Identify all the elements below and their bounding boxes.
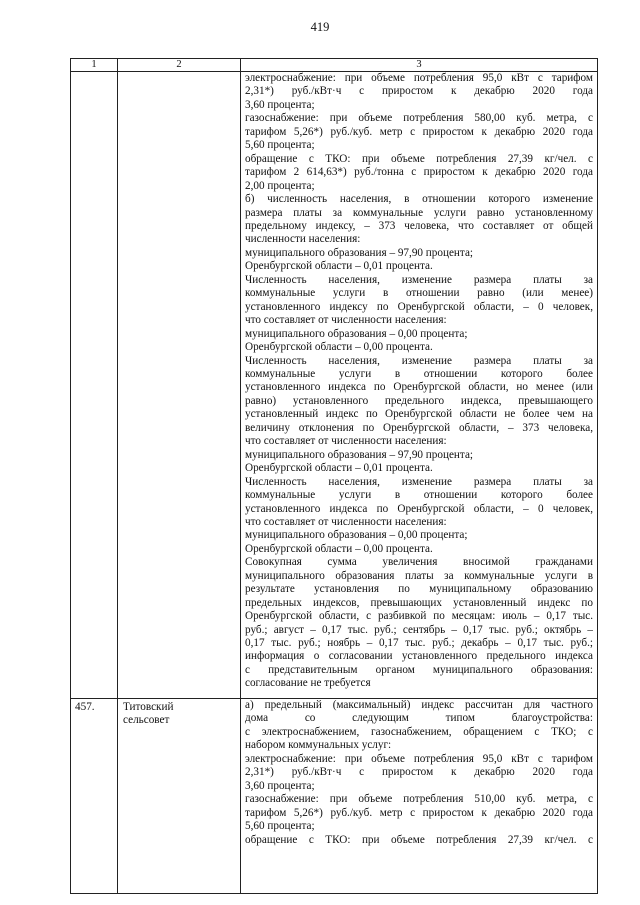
text-line: 2,00 процента;	[245, 179, 315, 192]
text-line: Совокупная сумма увеличения вносимой гражданами	[245, 556, 593, 569]
entry-name	[118, 72, 241, 699]
text-line: величину отклонения по Оренбургской области, – 373 человека,	[245, 421, 593, 434]
text-line: руб.; август – 0,17 тыс. руб.; сентябрь – 0,17 тыс. руб.; октябрь –	[245, 623, 593, 636]
entry-name	[118, 699, 241, 894]
text-line: тарифом 5,26*) руб./куб. метр с приростом к декабрю 2020 года	[245, 806, 593, 819]
entry-number	[71, 72, 118, 699]
text-line: Численность населения, изменение размера платы за	[245, 354, 593, 367]
text-line: установленного индекса по Оренбургской области, – 0 человек,	[245, 502, 593, 515]
text-line: согласование не требуется	[245, 677, 371, 690]
text-line: обращение с ТКО: при объеме потребления 27,39 кг/чел. с	[245, 833, 593, 846]
text-line: тарифом 5,26*) руб./куб. метр с приростом к декабрю 2020 года	[245, 125, 593, 138]
text-line: 2,31*) руб./кВт·ч с приростом к декабрю 2020 года	[245, 766, 593, 779]
document-table	[70, 58, 598, 894]
text-line: с представительным органом муниципального образования:	[245, 663, 593, 676]
text-line: установленного индекса по Оренбургской области, но менее (или	[245, 381, 593, 394]
text-line: электроснабжение: при объеме потребления 95,0 кВт с тарифом	[245, 752, 593, 765]
entry-name-line: Титовский	[123, 701, 174, 713]
text-line: информация о согласовании установленного предельного индекса	[245, 650, 593, 663]
text-line: что составляет от численности населения:	[245, 314, 447, 327]
text-line: обращение с ТКО: при объеме потребления 27,39 кг/чел. с	[245, 152, 593, 165]
text-line: а) предельный (максимальный) индекс рассчитан для частного	[245, 699, 593, 711]
text-line: 5,60 процента;	[245, 820, 315, 833]
table-row	[71, 699, 598, 894]
text-line: размера платы за коммунальные услуги равно установленному	[245, 206, 593, 219]
text-line: 3,60 процента;	[245, 779, 315, 792]
text-line: газоснабжение: при объеме потребления 580,00 куб. метра, с	[245, 112, 593, 125]
text-line: дома со следующим типом благоустройства:	[245, 712, 593, 725]
header-col-1: 1	[71, 59, 118, 72]
text-line: газоснабжение: при объеме потребления 510,00 куб. метра, с	[245, 793, 593, 806]
text-line: предельному индексу, – 373 человека, что составляет от общей	[245, 219, 593, 232]
table-row	[71, 72, 598, 699]
text-line: муниципального образования – 0,00 процента;	[245, 327, 468, 340]
text-line: коммунальные услуги в отношении которого более	[245, 489, 593, 502]
text-line: результате установления по муниципальному образованию	[245, 583, 593, 596]
text-line: Оренбургской области – 0,00 процента.	[245, 341, 433, 354]
page-number: 419	[310, 20, 330, 34]
text-line: Оренбургской области, с разбивкой по месяцам: июль – 0,17 тыс.	[245, 610, 593, 623]
text-line: Численность населения, изменение размера платы за	[245, 273, 593, 286]
text-line: Оренбургской области – 0,00 процента.	[245, 542, 433, 555]
text-line: 0,17 тыс. руб.; ноябрь – 0,17 тыс. руб.; декабрь – 0,17 тыс. руб.;	[245, 637, 593, 650]
text-line: численности населения:	[245, 233, 361, 246]
header-col-3: 3	[241, 59, 598, 72]
table-header-row	[71, 59, 598, 72]
entry-name-line: сельсовет	[123, 714, 170, 727]
text-line: б) численность населения, в отношении которого изменение	[245, 193, 593, 206]
text-line: установленного индексу по Оренбургской области, – 0 человек,	[245, 300, 593, 313]
text-line: Численность населения, изменение размера платы за	[245, 475, 593, 488]
text-line: Оренбургской области – 0,01 процента.	[245, 260, 433, 273]
text-line: тарифом 2 614,63*) руб./тонна с приростом к декабрю 2020 года	[245, 166, 593, 179]
header-col-2: 2	[118, 59, 241, 72]
entry-number: 457.	[71, 699, 118, 894]
text-line: предельных индексов, превышающих установленный индекс по	[245, 596, 593, 609]
text-line: с электроснабжением, газоснабжением, обращением с ТКО; с	[245, 725, 593, 738]
text-line: равно) установленного предельного индекса, превышающего	[245, 394, 593, 407]
entry-text	[241, 699, 598, 894]
text-line: установленный индекс по Оренбургской области не более чем на	[245, 408, 593, 421]
text-line: 5,60 процента;	[245, 139, 315, 152]
text-line: 2,31*) руб./кВт·ч с приростом к декабрю 2020 года	[245, 85, 593, 98]
text-line: муниципального образования – 97,90 процента;	[245, 246, 474, 259]
entry-text	[241, 72, 598, 699]
text-line: Оренбургской области – 0,01 процента.	[245, 462, 433, 475]
text-line: набором коммунальных услуг:	[245, 739, 392, 752]
text-line: 3,60 процента;	[245, 98, 315, 111]
text-line: муниципального образования – 97,90 процента;	[245, 448, 474, 461]
text-line: электроснабжение: при объеме потребления 95,0 кВт с тарифом	[245, 72, 593, 84]
text-line: что составляет от численности населения:	[245, 515, 447, 528]
text-line: коммунальные услуги в отношении которого более	[245, 367, 593, 380]
text-line: что составляет от численности населения:	[245, 435, 447, 448]
text-line: муниципального образования платы за коммунальные услуги в	[245, 569, 593, 582]
text-line: муниципального образования – 0,00 процента;	[245, 529, 468, 542]
text-line: коммунальные услуги в отношении равно (или менее)	[245, 287, 593, 300]
